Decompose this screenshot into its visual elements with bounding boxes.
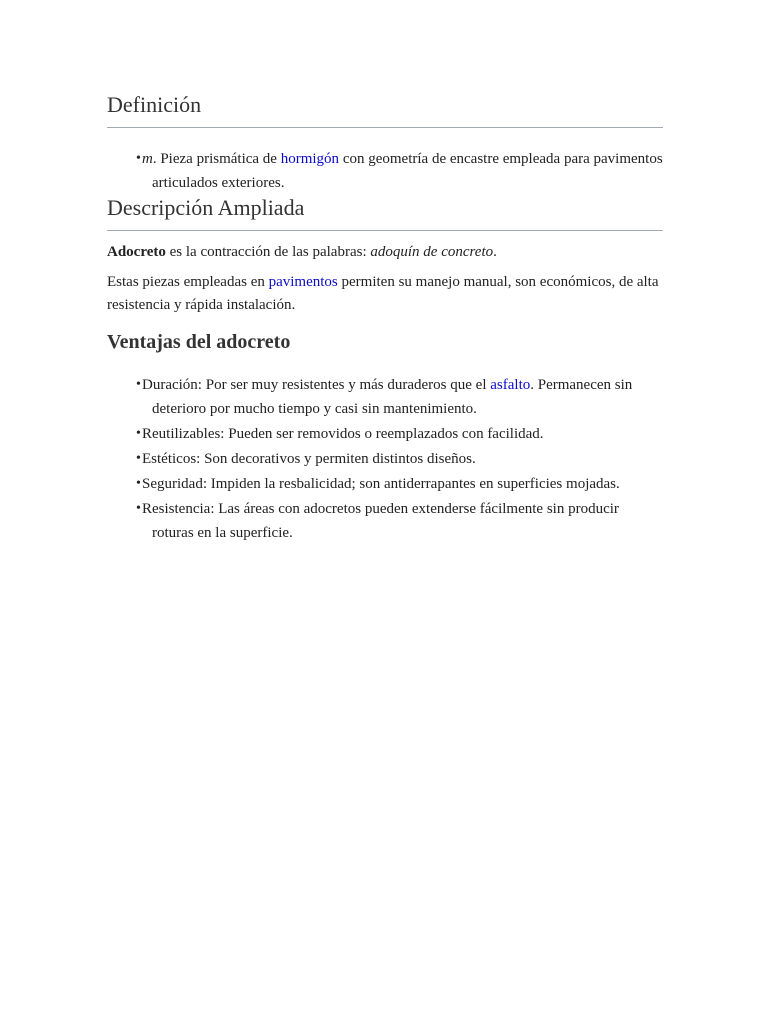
ventajas-heading: Ventajas del adocreto <box>107 331 291 353</box>
pavimentos-link[interactable]: pavimentos <box>268 274 338 290</box>
ventaja-seguridad: • Seguridad: Impiden la resbalicidad; son antiderrapantes en superficies mojadas. <box>152 472 663 496</box>
abbr-m: m <box>142 151 153 167</box>
adoquin-de-concreto: adoquín de concreto <box>370 244 494 260</box>
ventaja-duracion <box>142 373 663 421</box>
descripcion-heading: Descripción Ampliada <box>107 195 663 231</box>
ventaja-resistencia: • Resistencia: Las áreas con adocretos pueden extenderse fácilmente sin producir roturas en la superficie. <box>152 497 663 545</box>
ventaja-esteticos: • Estéticos: Son decorativos y permiten distintos diseños. <box>152 447 663 471</box>
definicion-list <box>107 147 663 195</box>
p1-text: es la contracción de las palabras: <box>165 244 371 260</box>
adocreto-paragraph <box>107 241 663 263</box>
definicion-text-2: con geometría de encastre empleada para pavimentos articulados exteriores. <box>152 151 663 191</box>
p2-text-2: permiten su manejo manual, son económicos, de alta resistencia y rápida instalación. <box>107 274 659 313</box>
hormigon-link[interactable]: hormigón <box>280 151 340 167</box>
definicion-heading: Definición <box>107 92 663 128</box>
definicion-item <box>142 147 663 195</box>
duracion-text-1: Duración: Por ser muy resistentes y más duraderos que el <box>142 377 491 393</box>
p2-text-1: Estas piezas empleadas en <box>107 274 269 290</box>
article-content <box>107 0 663 546</box>
p1-end: . <box>493 244 497 260</box>
ventajas-list <box>107 373 663 545</box>
piezas-paragraph <box>107 271 663 316</box>
adocreto-term: Adocreto <box>107 244 166 260</box>
definicion-text-1: . Pieza prismática de <box>152 151 281 167</box>
duracion-text-2: . Permanecen sin deterioro por mucho tiempo y casi sin mantenimiento. <box>152 377 633 417</box>
asfalto-link[interactable]: asfalto <box>490 377 531 393</box>
ventaja-reutilizables: • Reutilizables: Pueden ser removidos o reemplazados con facilidad. <box>152 422 663 446</box>
